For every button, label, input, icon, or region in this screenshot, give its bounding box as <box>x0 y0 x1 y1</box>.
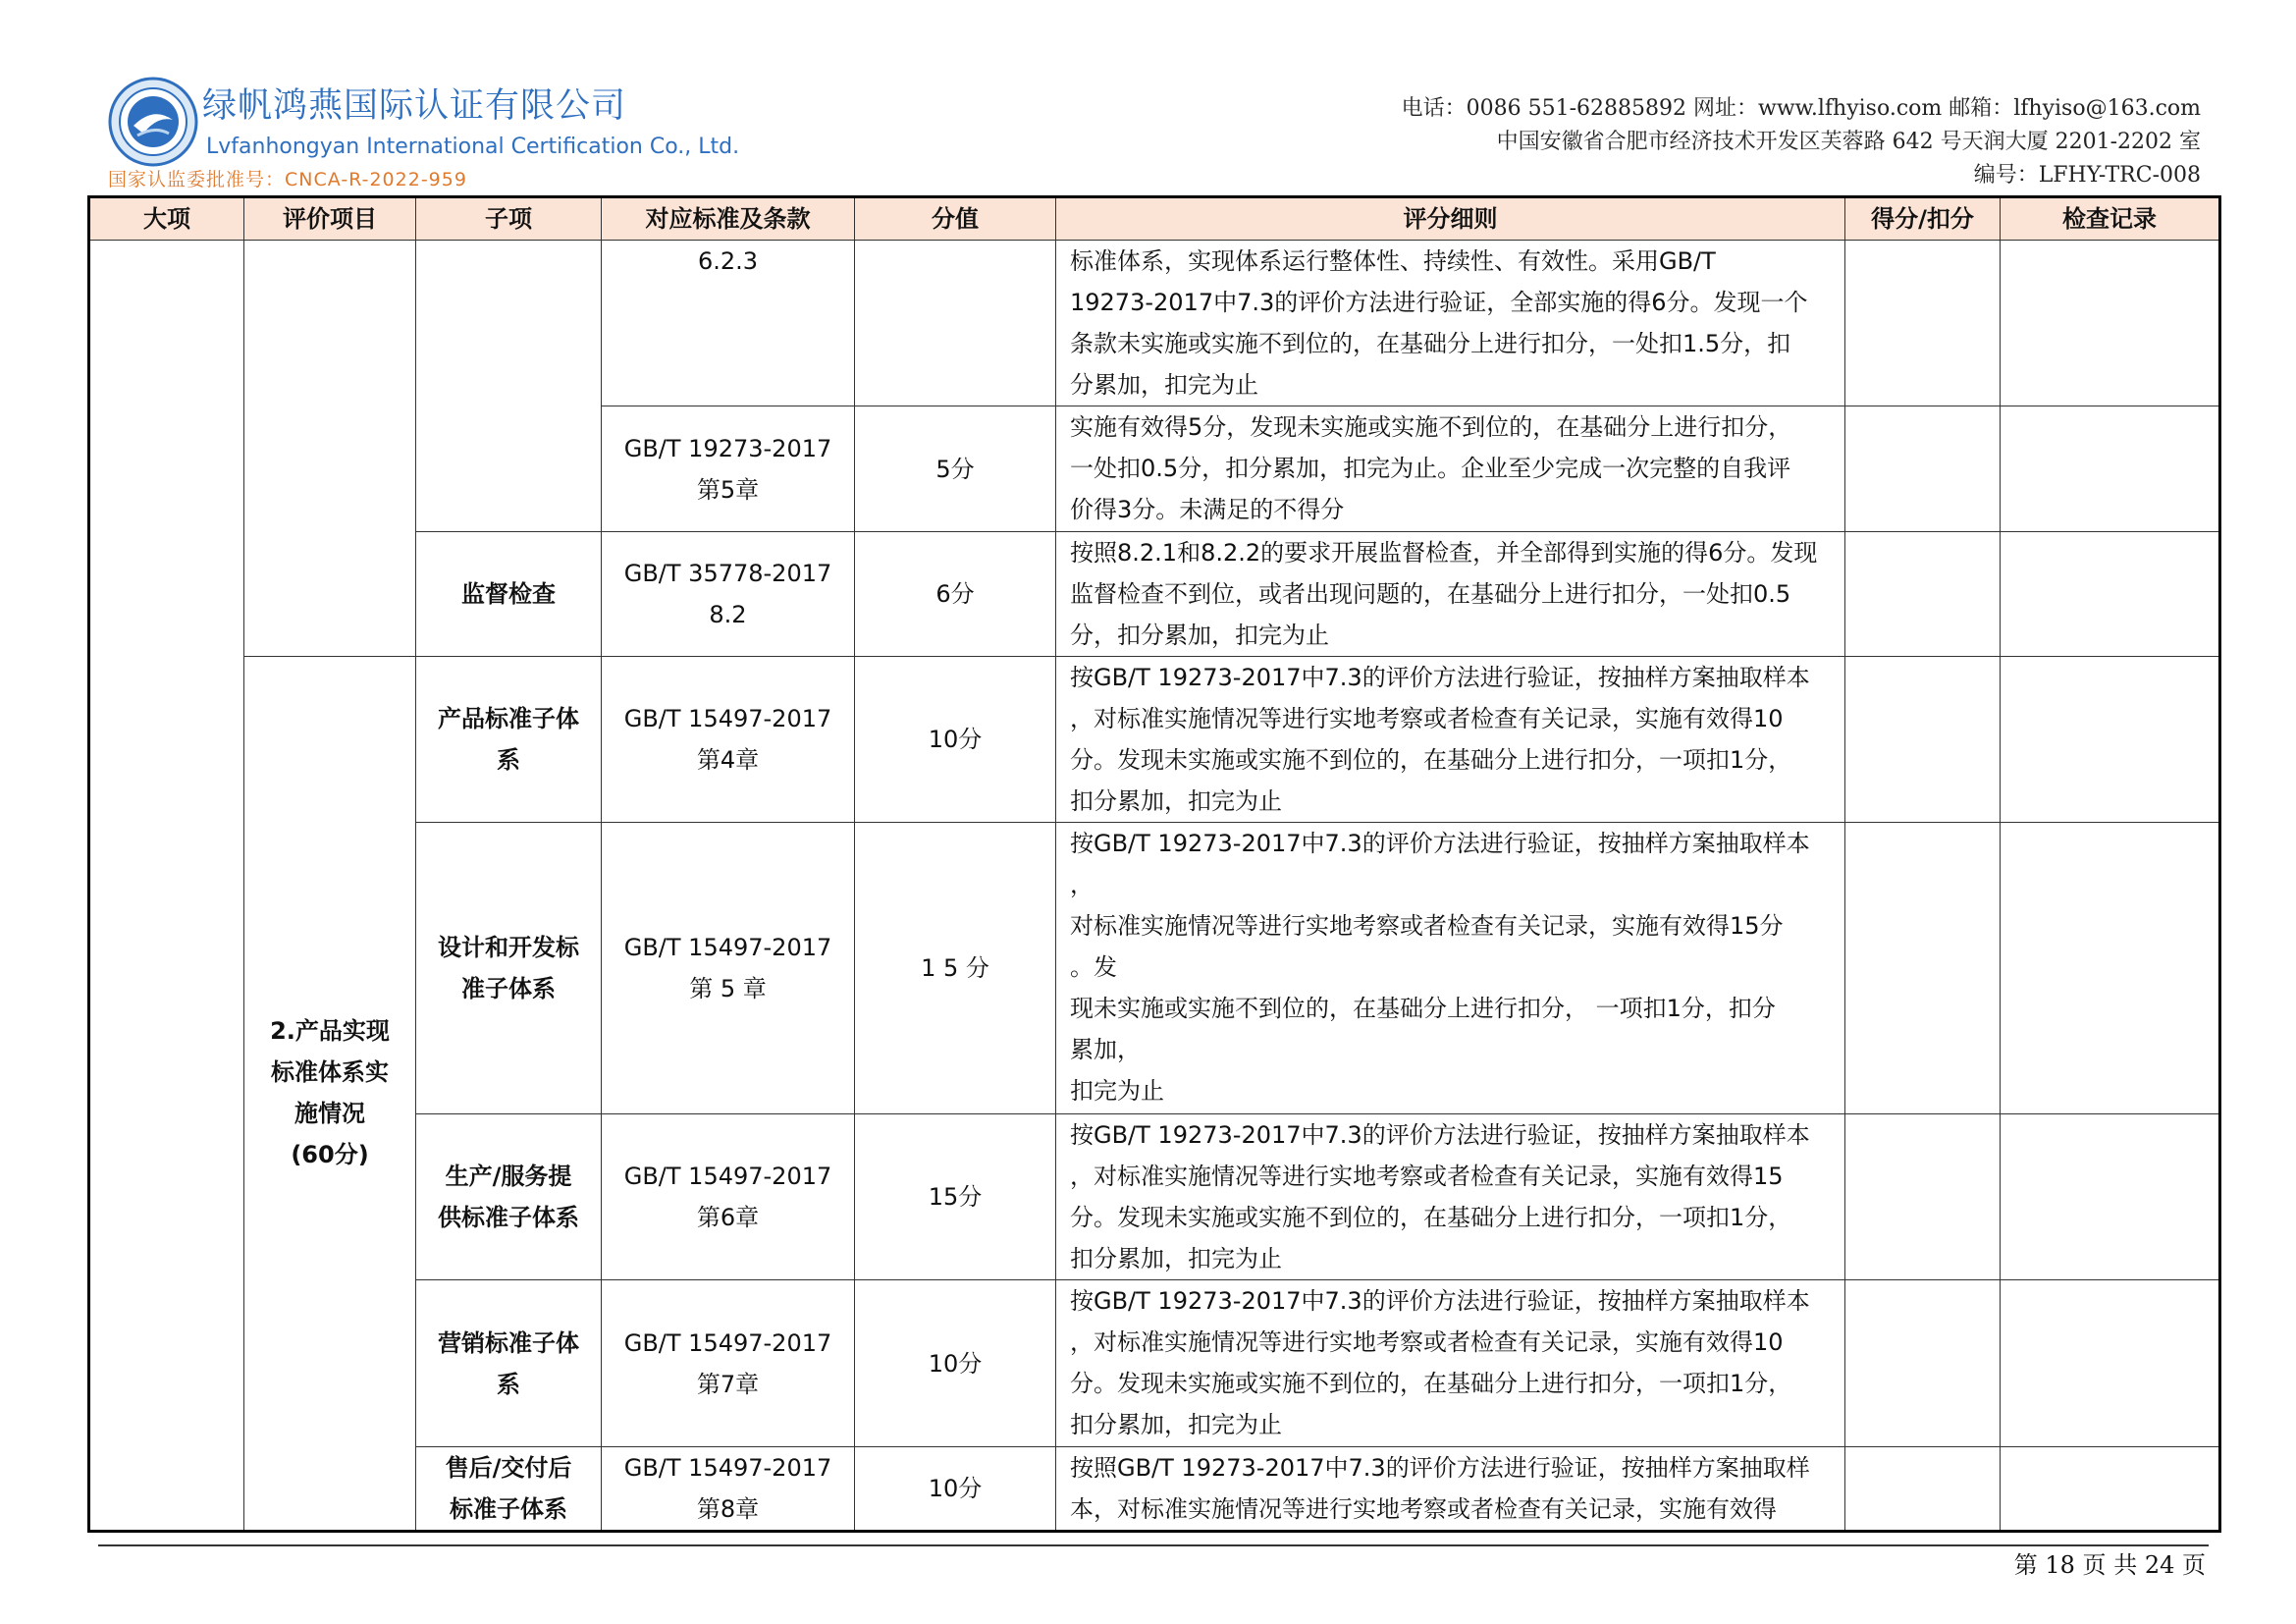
criteria-cell <box>1056 1280 1845 1446</box>
sub-item-cell <box>416 1446 602 1531</box>
evaluation-table <box>87 195 2221 1533</box>
criteria-line: 标准体系，实现体系运行整体性、持续性、有效性。采用GB/T <box>1070 247 1716 275</box>
sub-item-cell <box>416 241 602 532</box>
address-line: 中国安徽省合肥市经济技术开发区芙蓉路 642 号天润大厦 2201-2202 室 <box>1496 130 2201 154</box>
sub-item-line: 供标准子体系 <box>438 1204 579 1232</box>
criteria-cell <box>1056 531 1845 656</box>
standard-line: 第7章 <box>696 1370 760 1398</box>
criteria-line: 扣分累加，扣完为止 <box>1070 1244 1282 1272</box>
criteria-line: 分，扣分累加，扣完为止 <box>1070 621 1329 649</box>
eval-item-line: (60分) <box>291 1141 369 1169</box>
points-cell[interactable] <box>1845 406 2001 531</box>
points-cell[interactable] <box>1845 1280 2001 1446</box>
criteria-line: 按照8.2.1和8.2.2的要求开展监督检查，并全部得到实施的得6分。发现 <box>1070 538 1818 567</box>
sub-item-line: 产品标准子体 <box>438 705 579 733</box>
record-cell[interactable] <box>2001 1280 2220 1446</box>
criteria-line: 监督检查不到位，或者出现问题的，在基础分上进行扣分，一处扣0.5 <box>1070 579 1791 608</box>
standard-cell <box>602 1280 855 1446</box>
standard-line: 第6章 <box>696 1204 760 1232</box>
criteria-cell <box>1056 241 1845 406</box>
sub-item-line: 系 <box>497 746 520 775</box>
standard-line: GB/T 15497-2017 <box>623 1163 832 1191</box>
company-name-en: Lvfanhongyan International Certification Co., Ltd. <box>206 135 740 159</box>
eval-item-line: 施情况 <box>294 1100 365 1128</box>
standard-cell <box>602 823 855 1114</box>
score-cell: 10分 <box>855 1280 1056 1446</box>
sub-item-cell <box>416 656 602 822</box>
criteria-line: 本，对标准实施情况等进行实地考察或者检查有关记录，实施有效得 <box>1070 1494 1777 1523</box>
sub-item-line: 生产/服务提 <box>445 1163 572 1191</box>
record-cell[interactable] <box>2001 656 2220 822</box>
points-cell[interactable] <box>1845 823 2001 1114</box>
criteria-line: 分。发现未实施或实施不到位的，在基础分上进行扣分，一项扣1分， <box>1070 1370 1792 1398</box>
col-header-standard: 对应标准及条款 <box>602 197 855 241</box>
contact-line: 电话：0086 551-62885892 网址：www.lfhyiso.com 邮箱：lfhyiso@163.com <box>1401 96 2201 121</box>
criteria-line: 现未实施或实施不到位的，在基础分上进行扣分， 一项扣1分，扣分 <box>1070 995 1776 1023</box>
sub-item-line: 设计和开发标 <box>438 934 579 962</box>
record-cell[interactable] <box>2001 531 2220 656</box>
contact-block <box>1402 92 2201 192</box>
criteria-line: ， <box>1070 871 1094 899</box>
category-cell <box>89 241 244 1532</box>
points-cell[interactable] <box>1845 656 2001 822</box>
score-cell: 5分 <box>855 406 1056 531</box>
sub-item-cell <box>416 1280 602 1446</box>
footer-divider <box>98 1544 2209 1546</box>
standard-line: GB/T 35778-2017 <box>623 559 832 587</box>
points-cell[interactable] <box>1845 1446 2001 1531</box>
criteria-line: 分。发现未实施或实施不到位的，在基础分上进行扣分，一项扣1分， <box>1070 745 1792 774</box>
criteria-line: 按GB/T 19273-2017中7.3的评价方法进行验证，按抽样方案抽取样本 <box>1070 1120 1810 1149</box>
standard-line: GB/T 15497-2017 <box>623 1328 832 1357</box>
score-cell <box>855 241 1056 406</box>
criteria-line: 19273-2017中7.3的评价方法进行验证，全部实施的得6分。发现一个 <box>1070 289 1808 316</box>
sub-item-cell <box>416 531 602 656</box>
standard-line: GB/T 15497-2017 <box>623 1453 832 1482</box>
record-cell[interactable] <box>2001 406 2220 531</box>
standard-line: 8.2 <box>709 600 747 628</box>
criteria-cell <box>1056 656 1845 822</box>
criteria-cell <box>1056 406 1845 531</box>
score-cell: 15分 <box>855 1113 1056 1279</box>
standard-cell <box>602 1113 855 1279</box>
score-cell: 1 5 分 <box>855 823 1056 1114</box>
standard-line: 第5章 <box>696 475 760 504</box>
standard-cell <box>602 531 855 656</box>
col-header-eval-item: 评价项目 <box>244 197 416 241</box>
record-cell[interactable] <box>2001 1113 2220 1279</box>
standard-line: 第8章 <box>696 1494 760 1523</box>
criteria-line: 对标准实施情况等进行实地考察或者检查有关记录，实施有效得15分 <box>1070 912 1784 941</box>
sub-item-line: 监督检查 <box>461 579 556 608</box>
score-cell: 10分 <box>855 1446 1056 1531</box>
criteria-cell <box>1056 1113 1845 1279</box>
criteria-line: 扣分累加，扣完为止 <box>1070 1411 1282 1439</box>
criteria-line: 价得3分。未满足的不得分 <box>1070 496 1345 524</box>
criteria-line: 累加， <box>1070 1036 1141 1064</box>
table-header-row <box>89 197 2220 241</box>
standard-cell <box>602 656 855 822</box>
record-cell[interactable] <box>2001 823 2220 1114</box>
eval-item-line: 标准体系实 <box>271 1058 389 1087</box>
criteria-line: 分。发现未实施或实施不到位的，在基础分上进行扣分，一项扣1分， <box>1070 1203 1792 1231</box>
criteria-line: 。发 <box>1070 953 1117 982</box>
col-header-category: 大项 <box>89 197 244 241</box>
company-logo <box>108 77 198 167</box>
standard-line: GB/T 15497-2017 <box>623 934 832 962</box>
standard-line: 6.2.3 <box>697 247 759 275</box>
company-name-cn: 绿帆鸿燕国际认证有限公司 <box>202 86 627 126</box>
criteria-line: ，对标准实施情况等进行实地考察或者检查有关记录，实施有效得10 <box>1070 704 1784 732</box>
criteria-line: 扣完为止 <box>1070 1077 1164 1106</box>
standard-line: GB/T 15497-2017 <box>623 705 832 733</box>
eval-item-cell <box>244 656 416 1531</box>
eval-item-cell <box>244 241 416 657</box>
col-header-sub-item: 子项 <box>416 197 602 241</box>
col-header-criteria: 评分细则 <box>1056 197 1845 241</box>
standard-cell <box>602 406 855 531</box>
points-cell[interactable] <box>1845 531 2001 656</box>
approval-number: 国家认监委批准号：CNCA-R-2022-959 <box>108 169 467 190</box>
criteria-line: ，对标准实施情况等进行实地考察或者检查有关记录，实施有效得10 <box>1070 1328 1784 1357</box>
sub-item-cell <box>416 823 602 1114</box>
criteria-line: 按GB/T 19273-2017中7.3的评价方法进行验证，按抽样方案抽取样本 <box>1070 663 1810 691</box>
criteria-line: 按照GB/T 19273-2017中7.3的评价方法进行验证，按抽样方案抽取样 <box>1070 1453 1810 1482</box>
criteria-line: 条款未实施或实施不到位的，在基础分上进行扣分，一处扣1.5分，扣 <box>1070 330 1791 357</box>
standard-line: GB/T 19273-2017 <box>623 434 832 462</box>
col-header-score: 分值 <box>855 197 1056 241</box>
sub-item-line: 营销标准子体 <box>438 1328 579 1357</box>
sub-item-line: 系 <box>497 1370 520 1398</box>
standard-cell <box>602 1446 855 1531</box>
criteria-cell <box>1056 823 1845 1114</box>
criteria-line: ，对标准实施情况等进行实地考察或者检查有关记录，实施有效得15 <box>1070 1162 1784 1190</box>
criteria-cell <box>1056 1446 1845 1531</box>
points-cell[interactable] <box>1845 1113 2001 1279</box>
score-cell: 10分 <box>855 656 1056 822</box>
sub-item-cell <box>416 1113 602 1279</box>
page-number: 第 18 页 共 24 页 <box>2013 1551 2206 1579</box>
document-code: 编号：LFHY-TRC-008 <box>1973 163 2201 188</box>
record-cell[interactable] <box>2001 1446 2220 1531</box>
criteria-line: 按GB/T 19273-2017中7.3的评价方法进行验证，按抽样方案抽取样本 <box>1070 830 1810 858</box>
standard-line: 第 5 章 <box>689 975 767 1003</box>
standard-line: 第4章 <box>696 746 760 775</box>
eval-item-line: 2.产品实现 <box>270 1017 390 1046</box>
sub-item-line: 标准子体系 <box>450 1494 567 1523</box>
col-header-record: 检查记录 <box>2001 197 2220 241</box>
table-row <box>89 656 2220 822</box>
col-header-points: 得分/扣分 <box>1845 197 2001 241</box>
criteria-line: 实施有效得5分，发现未实施或实施不到位的，在基础分上进行扣分， <box>1070 413 1792 442</box>
score-cell: 6分 <box>855 531 1056 656</box>
criteria-line: 扣分累加，扣完为止 <box>1070 786 1282 815</box>
criteria-line: 一处扣0.5分，扣分累加，扣完为止。企业至少完成一次完整的自我评 <box>1070 455 1791 483</box>
record-cell[interactable] <box>2001 241 2220 406</box>
sub-item-line: 准子体系 <box>461 975 556 1003</box>
table-row <box>89 241 2220 406</box>
standard-cell <box>602 241 855 406</box>
criteria-line: 按GB/T 19273-2017中7.3的评价方法进行验证，按抽样方案抽取样本 <box>1070 1287 1810 1316</box>
points-cell[interactable] <box>1845 241 2001 406</box>
sub-item-line: 售后/交付后 <box>445 1453 572 1482</box>
criteria-line: 分累加，扣完为止 <box>1070 371 1258 399</box>
